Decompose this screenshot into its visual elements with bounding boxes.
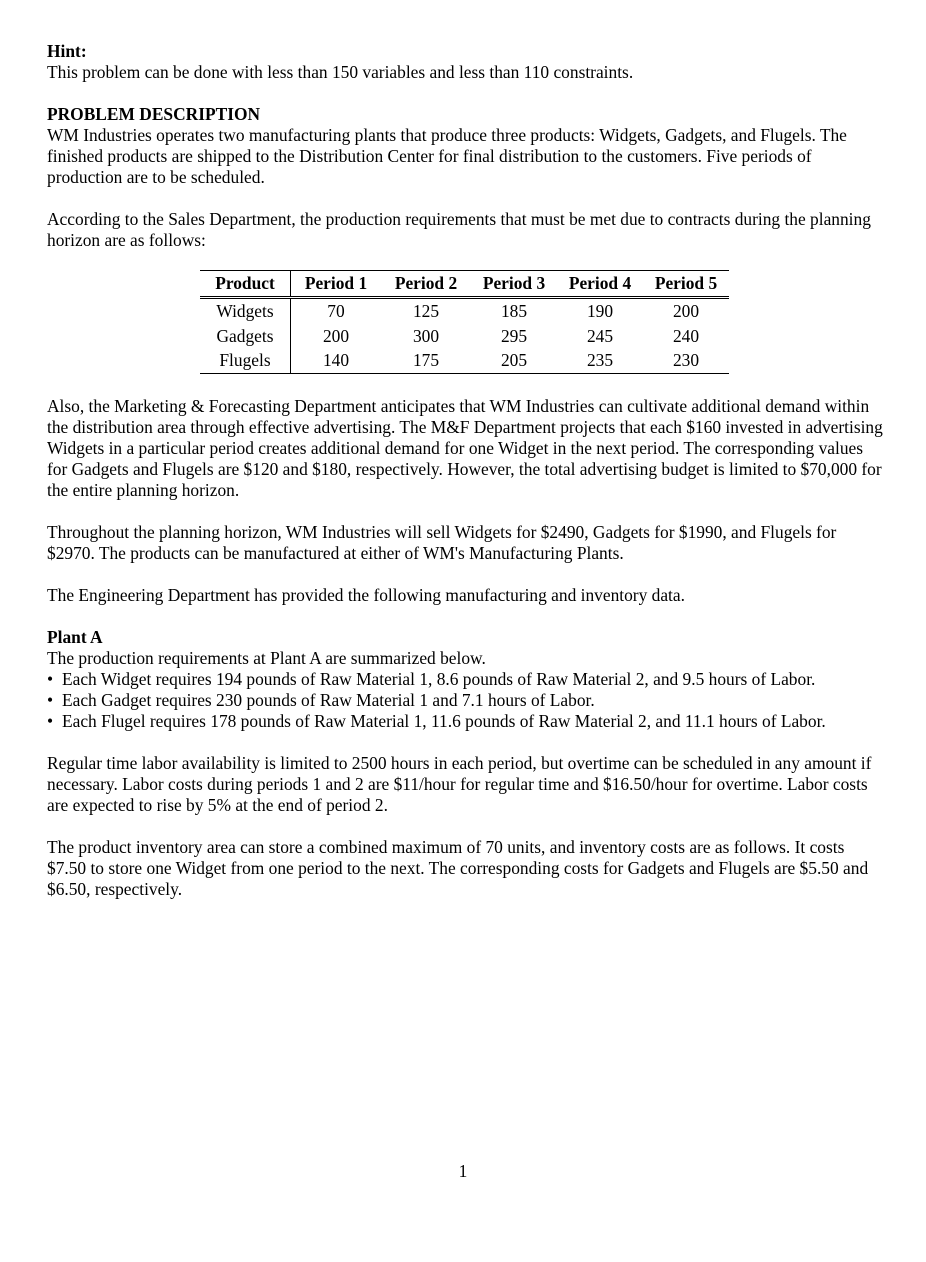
table-cell: 185 — [500, 301, 528, 321]
spacer — [47, 83, 887, 104]
engineering-paragraph: The Engineering Department has provided the following manufacturing and inventory data. — [47, 584, 685, 605]
table-row — [200, 324, 729, 349]
table-cell-product: Gadgets — [200, 324, 291, 349]
table-cell: 230 — [643, 348, 729, 373]
table-header-period-1: Period 1 — [291, 271, 382, 298]
table-header-period-5: Period 5 — [643, 271, 729, 298]
table-header-product: Product — [200, 271, 291, 298]
sales-intro-paragraph: According to the Sales Department, the production requirements that must be met due to contracts during the planning horizon are as follows: — [47, 209, 871, 250]
spacer — [47, 564, 887, 585]
table-cell: 200 — [672, 301, 700, 321]
document-page — [47, 41, 887, 900]
table-cell: 245 — [586, 325, 614, 346]
table-cell: 190 — [586, 301, 614, 321]
table-header-row — [200, 271, 729, 298]
table-cell: 295 — [500, 325, 528, 346]
list-item — [47, 711, 887, 732]
bullet-icon: • — [47, 668, 54, 689]
table-row — [200, 298, 729, 324]
table-row — [200, 348, 729, 373]
list-item-text: Each Gadget requires 230 pounds of Raw Material 1 and 7.1 hours of Labor. — [62, 689, 595, 710]
list-item-text: Each Widget requires 194 pounds of Raw Material 1, 8.6 pounds of Raw Material 2, and 9.5 hours of Labor. — [62, 668, 816, 689]
list-item — [47, 690, 887, 711]
hint-heading: Hint: — [47, 41, 87, 61]
production-requirements-table — [200, 270, 729, 374]
table-cell: 240 — [672, 325, 700, 346]
table-cell: 70 — [327, 301, 345, 321]
hint-text: This problem can be done with less than 150 variables and less than 110 constraints. — [47, 62, 634, 82]
table-cell: 175 — [381, 348, 471, 373]
bullet-icon: • — [47, 689, 54, 710]
marketing-paragraph: Also, the Marketing & Forecasting Department anticipates that WM Industries can cultivate additional demand within the distribution area through effective advertising. The M&F Department projects that each $160 invested in advertising Widgets in a particular period creates additional demand for one Widget in the next period. The corresponding values for Gadgets and Flugels are $120 and $180, respectively. However, the total advertising budget is limited to $70,000 for the entire planning horizon. — [47, 395, 883, 500]
list-item — [47, 669, 887, 690]
table-cell: 200 — [322, 325, 350, 346]
plant-a-intro: The production requirements at Plant A are summarized below. — [47, 647, 486, 668]
spacer — [47, 732, 887, 753]
inventory-paragraph: The product inventory area can store a combined maximum of 70 units, and inventory costs are as follows. It costs $7.50 to store one Widget from one period to the next. The corresponding costs for Gadgets and Flugels are $5.50 and $6.50, respectively. — [47, 836, 869, 899]
table-header-period-3: Period 3 — [471, 271, 557, 298]
table-cell: 205 — [471, 348, 557, 373]
spacer — [47, 606, 887, 627]
table-cell-product: Widgets — [200, 298, 291, 324]
page-number: 1 — [458, 1161, 468, 1181]
list-item-text: Each Flugel requires 178 pounds of Raw Material 1, 11.6 pounds of Raw Material 2, and 11.1 hours of Labor. — [62, 710, 826, 731]
table-cell-product: Flugels — [200, 348, 291, 373]
table-header-period-2: Period 2 — [381, 271, 471, 298]
plant-a-requirements-list — [47, 669, 887, 732]
labor-paragraph: Regular time labor availability is limited to 2500 hours in each period, but overtime can be scheduled in any amount if necessary. Labor costs during periods 1 and 2 are $11/hour for regular time and $16.50/hour for overtime. Labor costs are expected to rise by 5% at the end of period 2. — [47, 752, 872, 815]
spacer — [47, 501, 887, 522]
spacer — [47, 188, 887, 209]
problem-intro-paragraph: WM Industries operates two manufacturing plants that produce three products: Widgets, Gadgets, and Flugels. The finished products are shipped to the Distribution Center for final distribution to the customers. Five periods of production are to be scheduled. — [47, 125, 847, 187]
problem-description-heading: PROBLEM DESCRIPTION — [47, 104, 261, 124]
bullet-icon: • — [47, 710, 54, 731]
selling-price-paragraph: Throughout the planning horizon, WM Industries will sell Widgets for $2490, Gadgets for $1990, and Flugels for $2970. The products can be manufactured at either of WM's Manufacturing Plants. — [47, 521, 837, 563]
spacer — [47, 816, 887, 837]
table-cell: 140 — [291, 348, 382, 373]
table-cell: 235 — [557, 348, 643, 373]
plant-a-heading: Plant A — [47, 626, 103, 647]
table-cell: 125 — [412, 301, 440, 321]
table-cell: 300 — [412, 325, 440, 346]
table-header-period-4: Period 4 — [557, 271, 643, 298]
